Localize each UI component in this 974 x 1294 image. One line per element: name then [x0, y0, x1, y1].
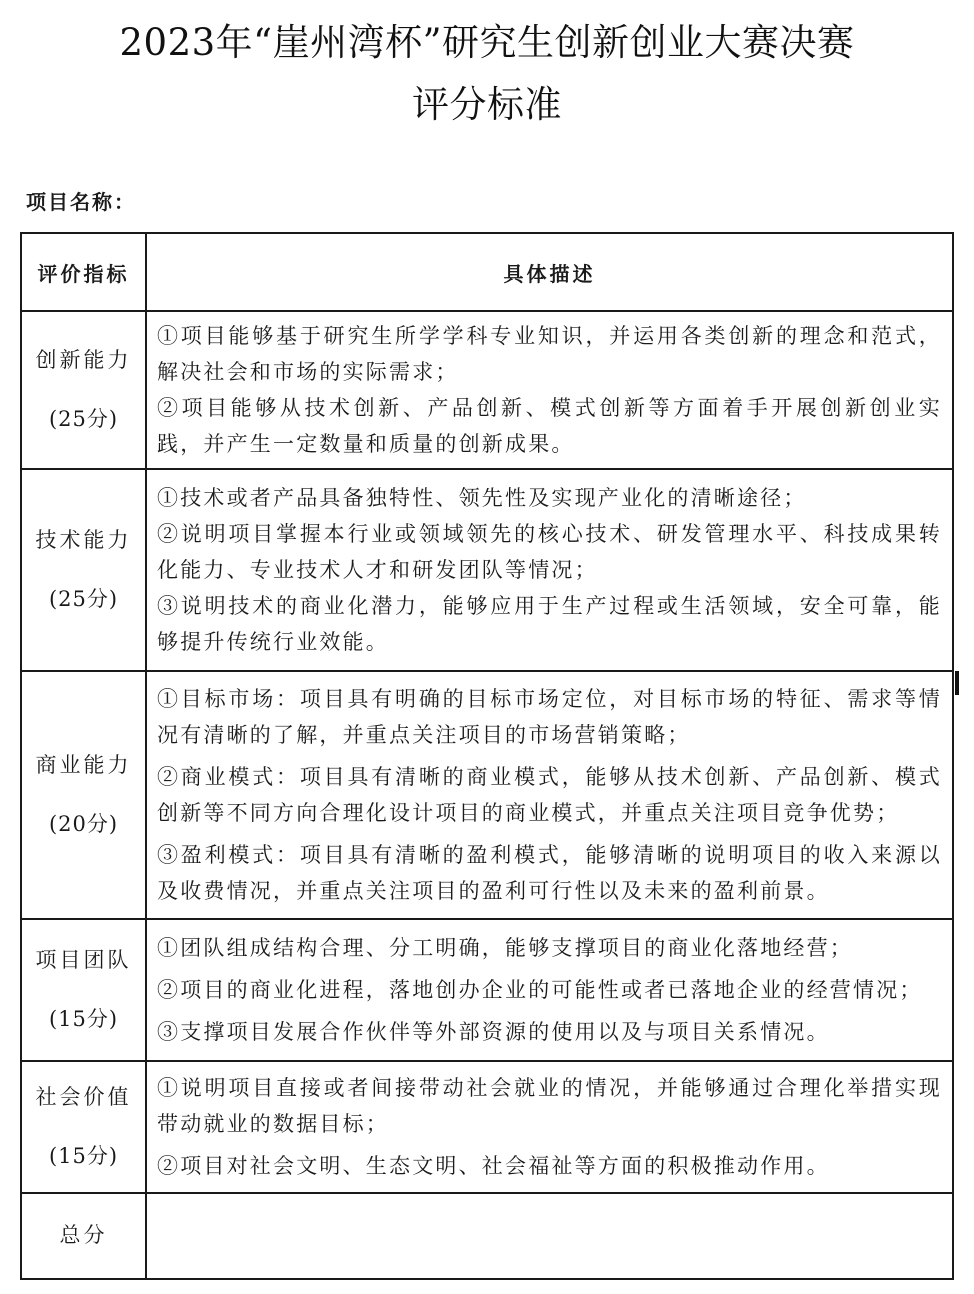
- indicator-score: (20分): [48, 812, 119, 836]
- description-cell: [146, 311, 953, 469]
- table-row: [21, 469, 953, 671]
- description-item: ③盈利模式：项目具有清晰的盈利模式，能够清晰的说明项目的收入来源以及收费情况，并重点关注项目的盈利可行性以及未来的盈利前景。: [157, 843, 942, 903]
- description-cell: [146, 469, 953, 671]
- description-item: ①技术或者产品具备独特性、领先性及实现产业化的清晰途径；: [157, 486, 807, 510]
- description-item: ①说明项目直接或者间接带动社会就业的情况，并能够通过合理化举措实现带动就业的数据目标；: [157, 1076, 942, 1136]
- description-cell: [146, 919, 953, 1061]
- description-item: ③说明技术的商业化潜力，能够应用于生产过程或生活领域，安全可靠，能够提升传统行业效能。: [157, 594, 942, 654]
- indicator-name: 创新能力: [35, 347, 132, 372]
- header-indicator: 评价指标: [21, 233, 146, 311]
- description-item: ②项目能够从技术创新、产品创新、模式创新等方面着手开展创新创业实践，并产生一定数量和质量的创新成果。: [157, 396, 942, 456]
- indicator-cell: [21, 469, 146, 671]
- indicator-name: 社会价值: [35, 1084, 132, 1109]
- indicator-cell: [21, 311, 146, 469]
- total-label-cell: [21, 1193, 146, 1279]
- table-row: [21, 1061, 953, 1193]
- description-cell: [146, 1061, 953, 1193]
- description-item: ②项目的商业化进程，落地创办企业的可能性或者已落地企业的经营情况；: [157, 978, 923, 1002]
- indicator-name: 技术能力: [35, 527, 132, 552]
- description-item: ①目标市场：项目具有明确的目标市场定位，对目标市场的特征、需求等情况有清晰的了解，并重点关注项目的市场营销策略；: [157, 687, 942, 747]
- description-item: ③支撑项目发展合作伙伴等外部资源的使用以及与项目关系情况。: [157, 1020, 830, 1044]
- total-label: 总分: [59, 1223, 108, 1248]
- project-name-label: 项目名称：: [26, 190, 136, 214]
- indicator-cell: [21, 671, 146, 919]
- description-item: ②项目对社会文明、生态文明、社会福祉等方面的积极推动作用。: [157, 1154, 830, 1178]
- page-edge-mark: [955, 671, 959, 695]
- indicator-score: (25分): [48, 407, 119, 431]
- table-header-row: [21, 233, 953, 311]
- header-description: 具体描述: [146, 233, 953, 311]
- indicator-score: (25分): [48, 587, 119, 611]
- table-row: [21, 919, 953, 1061]
- description-item: ②说明项目掌握本行业或领域领先的核心技术、研发管理水平、科技成果转化能力、专业技术人才和研发团队等情况；: [157, 522, 942, 582]
- table-row: [21, 671, 953, 919]
- indicator-name: 商业能力: [35, 752, 132, 777]
- indicator-name: 项目团队: [35, 947, 132, 972]
- indicator-score: (15分): [48, 1007, 119, 1031]
- description-item: ①项目能够基于研究生所学学科专业知识，并运用各类创新的理念和范式，解决社会和市场的实际需求；: [157, 324, 942, 384]
- table-row: [21, 311, 953, 469]
- indicator-cell: [21, 1061, 146, 1193]
- total-value-cell[interactable]: [146, 1193, 953, 1279]
- total-row: [21, 1193, 953, 1279]
- description-item: ②商业模式：项目具有清晰的商业模式，能够从技术创新、产品创新、模式创新等不同方向合理化设计项目的商业模式，并重点关注项目竞争优势；: [157, 765, 942, 825]
- document-title: 2023年“崖州湾杯”研究生创新创业大赛决赛: [119, 21, 855, 64]
- indicator-score: (15分): [48, 1144, 119, 1168]
- scoring-criteria-table: [20, 232, 954, 1280]
- document-subtitle: 评分标准: [412, 83, 562, 126]
- description-cell: [146, 671, 953, 919]
- description-item: ①团队组成结构合理、分工明确，能够支撑项目的商业化落地经营；: [157, 936, 853, 960]
- indicator-cell: [21, 919, 146, 1061]
